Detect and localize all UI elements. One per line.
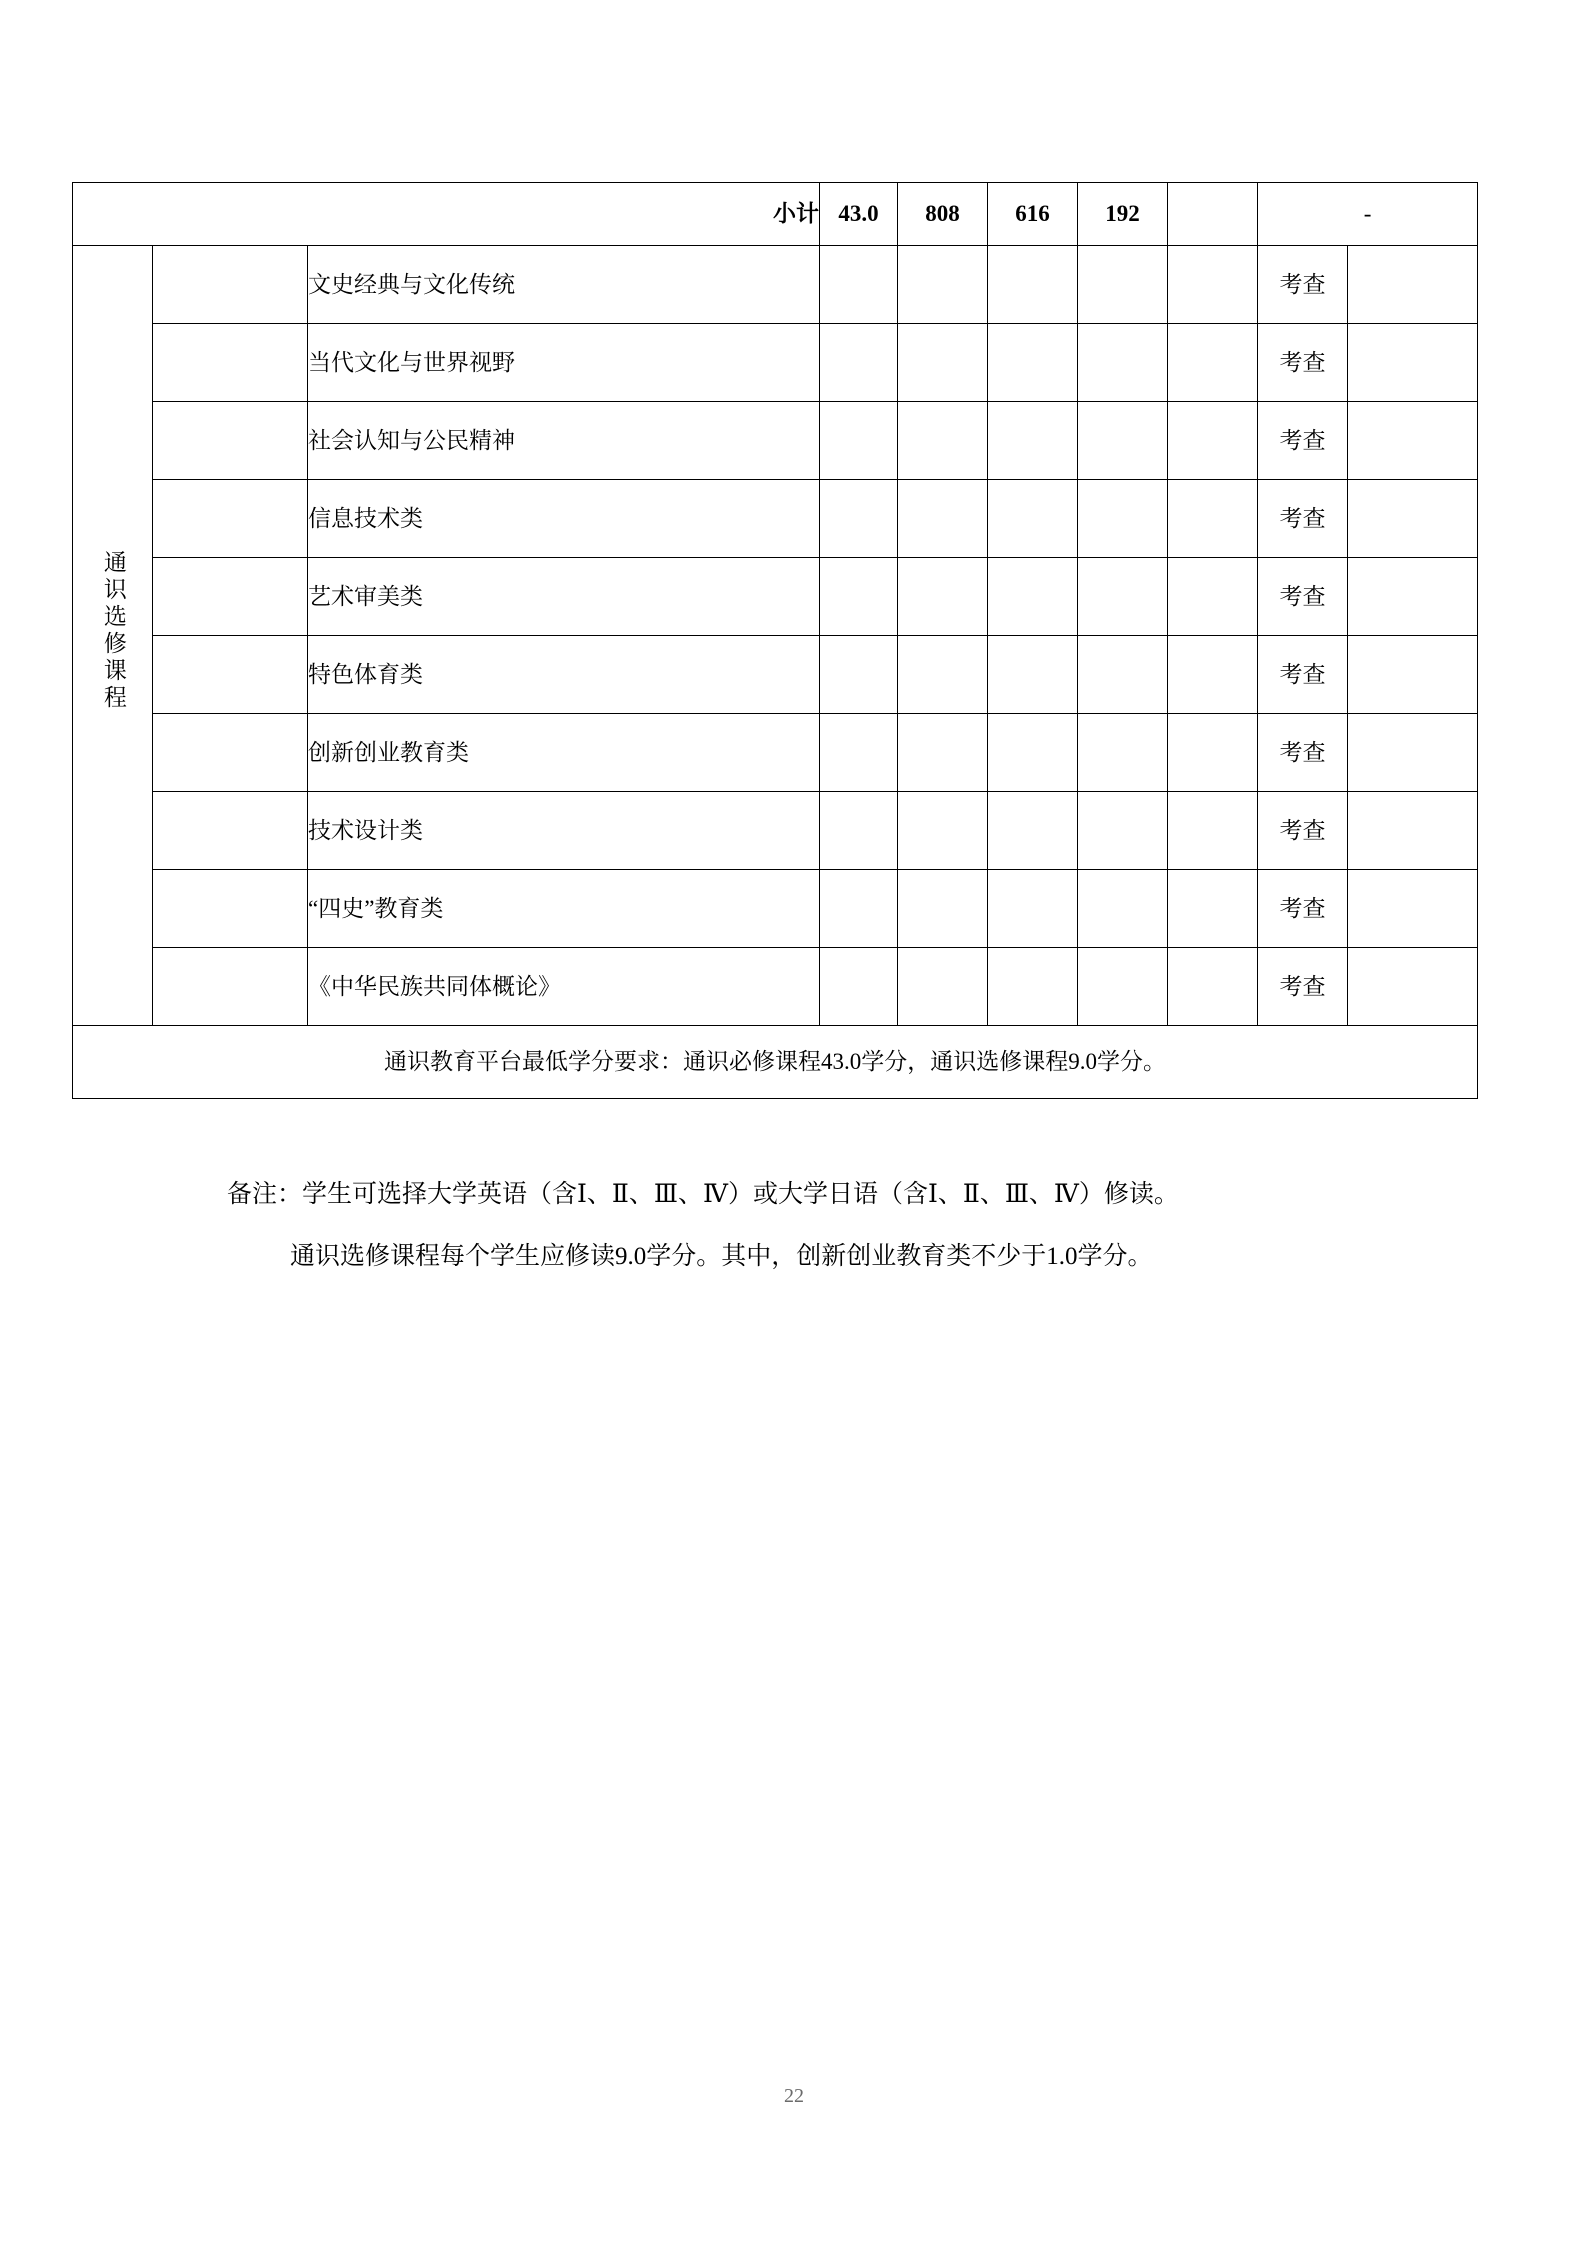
course-code-cell [153,480,308,558]
course-name: 文史经典与文化传统 [308,246,820,324]
course-remark [1348,714,1478,792]
table-row [73,402,1478,480]
course-lecture-hours [988,480,1078,558]
course-practice-hours [1078,714,1168,792]
table-row [73,480,1478,558]
course-remark [1348,402,1478,480]
course-term [1168,324,1258,402]
subtotal-lecture-hours: 616 [988,183,1078,246]
course-name: 艺术审美类 [308,558,820,636]
course-practice-hours [1078,324,1168,402]
course-total-hours [898,558,988,636]
subtotal-label: 小计 [73,183,820,246]
credit-requirement-text: 通识教育平台最低学分要求：通识必修课程43.0学分，通识选修课程9.0学分。 [73,1026,1478,1099]
table-row [73,792,1478,870]
course-assessment: 考查 [1258,558,1348,636]
table-row [73,636,1478,714]
curriculum-table [72,182,1478,1099]
course-practice-hours [1078,636,1168,714]
course-name: “四史”教育类 [308,870,820,948]
course-remark [1348,480,1478,558]
course-lecture-hours [988,324,1078,402]
course-remark [1348,558,1478,636]
subtotal-credits: 43.0 [820,183,898,246]
course-assessment: 考查 [1258,246,1348,324]
course-remark [1348,948,1478,1026]
course-term [1168,558,1258,636]
course-term [1168,246,1258,324]
course-assessment: 考查 [1258,714,1348,792]
category-label: 通识选修课程 [100,550,126,713]
course-total-hours [898,402,988,480]
course-total-hours [898,948,988,1026]
course-lecture-hours [988,636,1078,714]
course-lecture-hours [988,870,1078,948]
course-practice-hours [1078,948,1168,1026]
course-total-hours [898,714,988,792]
course-term [1168,480,1258,558]
course-term [1168,636,1258,714]
course-total-hours [898,870,988,948]
table-row [73,948,1478,1026]
note-line-2: 通识选修课程每个学生应修读9.0学分。其中，创新创业教育类不少于1.0学分。 [290,1243,1153,1270]
course-code-cell [153,246,308,324]
course-code-cell [153,714,308,792]
course-remark [1348,792,1478,870]
course-name: 特色体育类 [308,636,820,714]
course-name: 信息技术类 [308,480,820,558]
course-credits [820,714,898,792]
course-total-hours [898,324,988,402]
course-code-cell [153,870,308,948]
course-name: 创新创业教育类 [308,714,820,792]
subtotal-blank [1168,183,1258,246]
course-term [1168,792,1258,870]
notes-section [72,1175,1477,1299]
course-total-hours [898,792,988,870]
course-remark [1348,324,1478,402]
subtotal-row [73,183,1478,246]
course-assessment: 考查 [1258,480,1348,558]
course-code-cell [153,558,308,636]
course-practice-hours [1078,402,1168,480]
course-lecture-hours [988,948,1078,1026]
course-total-hours [898,246,988,324]
course-term [1168,714,1258,792]
course-practice-hours [1078,558,1168,636]
course-remark [1348,636,1478,714]
course-name: 技术设计类 [308,792,820,870]
course-credits [820,948,898,1026]
course-total-hours [898,636,988,714]
table-row [73,558,1478,636]
course-practice-hours [1078,792,1168,870]
course-code-cell [153,948,308,1026]
curriculum-table-container [72,182,1477,1099]
table-row [73,714,1478,792]
course-name: 当代文化与世界视野 [308,324,820,402]
course-credits [820,558,898,636]
course-code-cell [153,402,308,480]
course-assessment: 考查 [1258,402,1348,480]
course-name: 《中华民族共同体概论》 [308,948,820,1026]
course-practice-hours [1078,480,1168,558]
course-name: 社会认知与公民精神 [308,402,820,480]
table-row [73,246,1478,324]
note-line-1: 备注：学生可选择大学英语（含Ⅰ、Ⅱ、Ⅲ、Ⅳ）或大学日语（含Ⅰ、Ⅱ、Ⅲ、Ⅳ）修读。 [227,1181,1179,1208]
course-term [1168,402,1258,480]
course-credits [820,870,898,948]
course-credits [820,480,898,558]
subtotal-total-hours: 808 [898,183,988,246]
course-code-cell [153,792,308,870]
subtotal-practice-hours: 192 [1078,183,1168,246]
course-credits [820,636,898,714]
course-code-cell [153,636,308,714]
course-term [1168,870,1258,948]
course-lecture-hours [988,558,1078,636]
course-assessment: 考查 [1258,636,1348,714]
course-lecture-hours [988,402,1078,480]
course-credits [820,402,898,480]
course-lecture-hours [988,246,1078,324]
course-total-hours [898,480,988,558]
table-row [73,870,1478,948]
table-row [73,324,1478,402]
category-general-electives [73,246,153,1026]
course-assessment: 考查 [1258,324,1348,402]
course-lecture-hours [988,714,1078,792]
course-credits [820,324,898,402]
course-assessment: 考查 [1258,870,1348,948]
course-credits [820,246,898,324]
credit-requirement-row [73,1026,1478,1099]
course-practice-hours [1078,246,1168,324]
course-assessment: 考查 [1258,792,1348,870]
course-remark [1348,246,1478,324]
course-lecture-hours [988,792,1078,870]
subtotal-assessment: - [1258,183,1478,246]
course-practice-hours [1078,870,1168,948]
course-remark [1348,870,1478,948]
course-credits [820,792,898,870]
course-assessment: 考查 [1258,948,1348,1026]
course-term [1168,948,1258,1026]
page-number: 22 [784,2085,804,2107]
course-code-cell [153,324,308,402]
